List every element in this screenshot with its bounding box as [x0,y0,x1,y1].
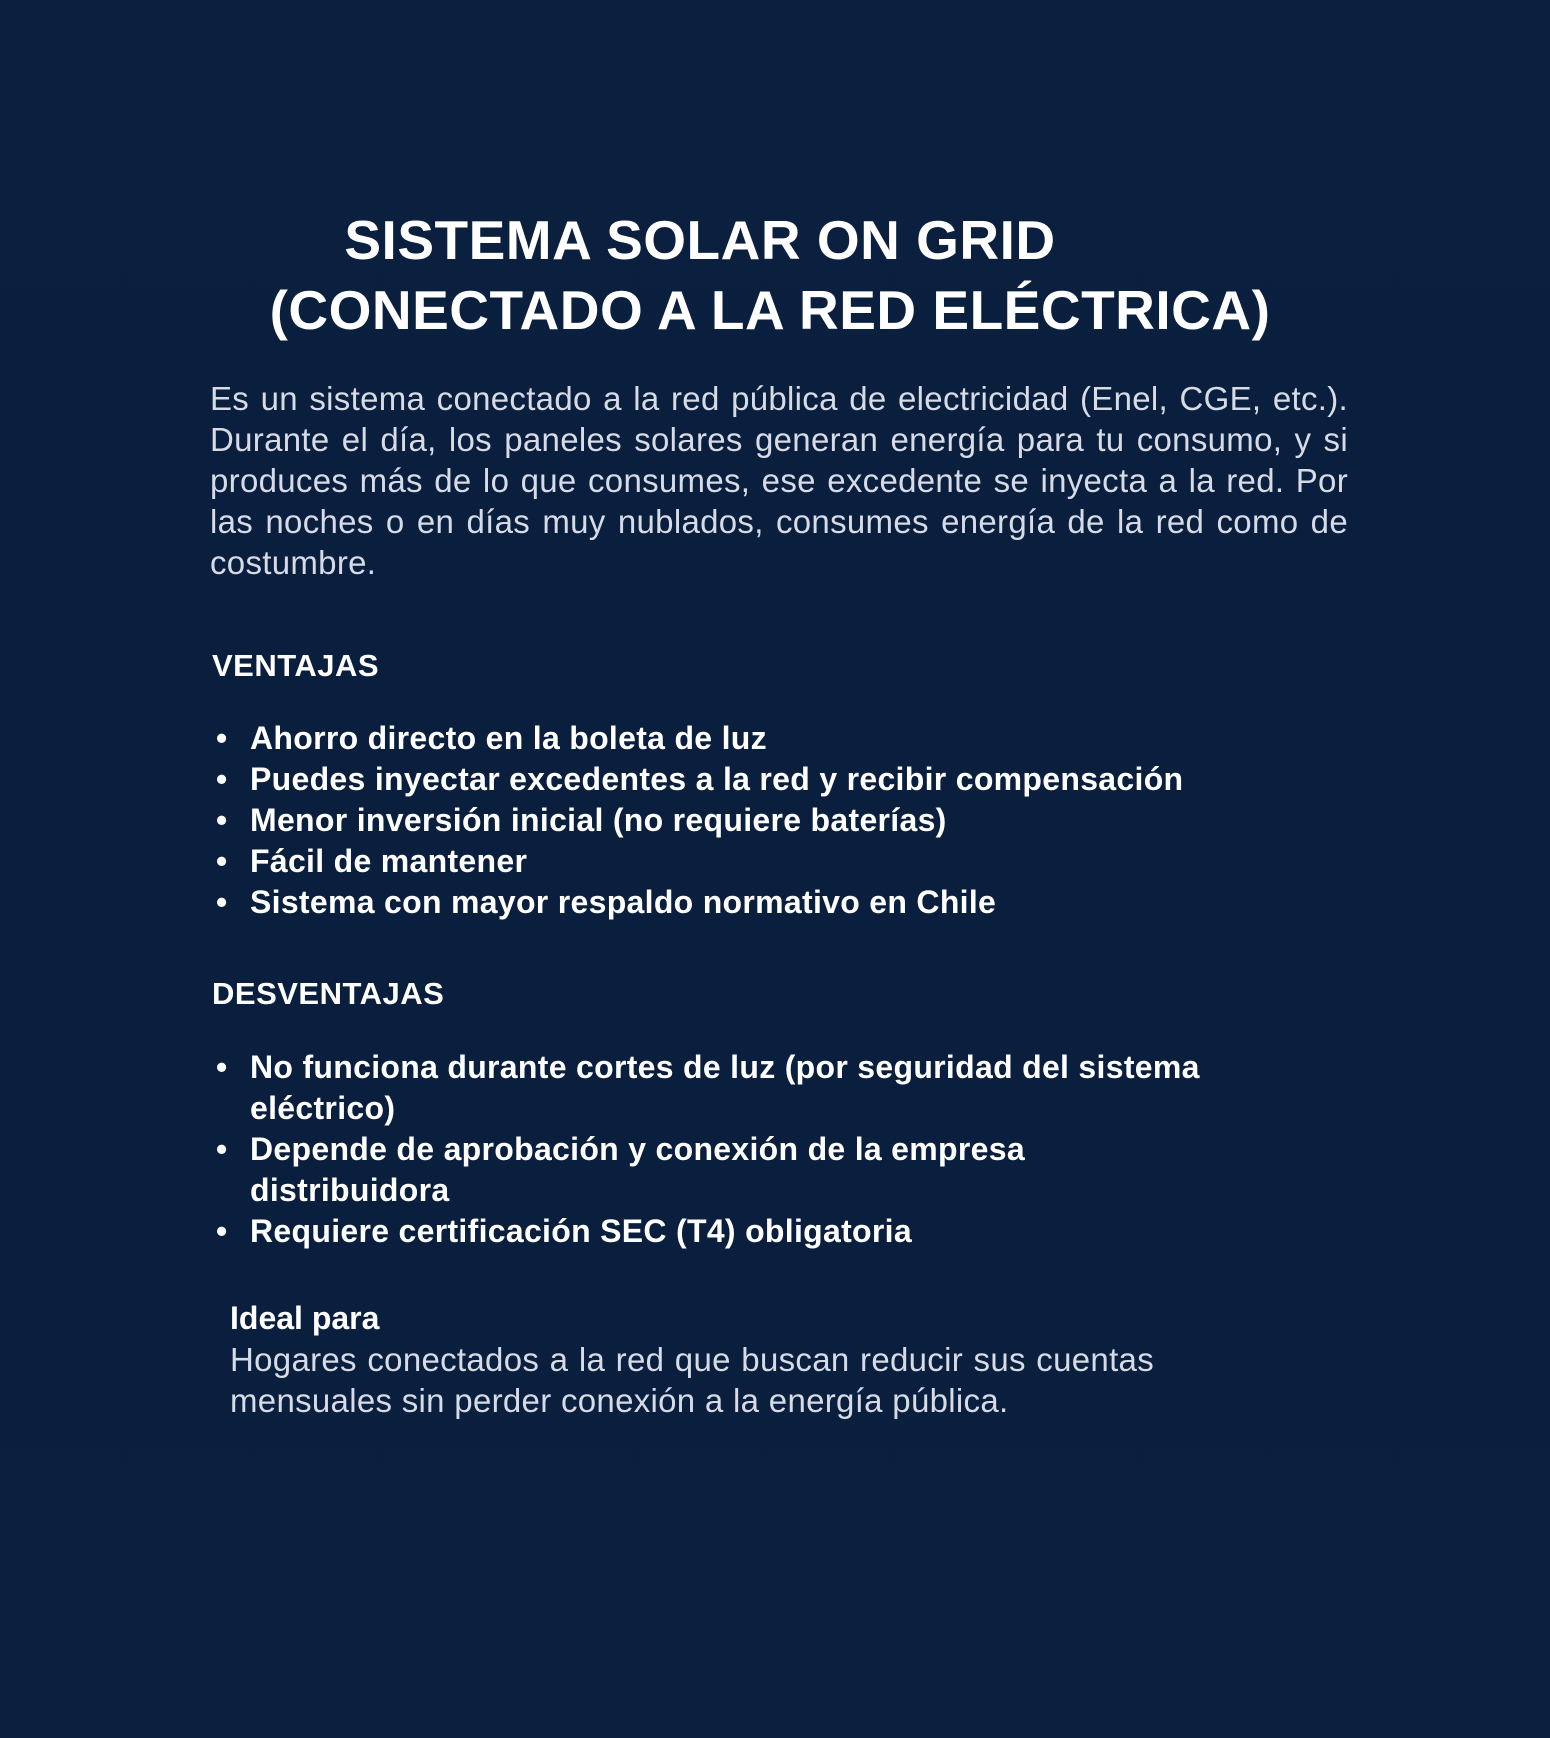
page-title [190,205,1350,345]
desventajas-heading: DESVENTAJAS [212,976,445,1011]
list-item: • No funciona durante cortes de luz (por seguridad del sistema eléctrico) [212,1047,1212,1129]
ideal-section [230,1298,1154,1421]
title-line-2: (CONECTADO A LA RED ELÉCTRICA) [269,279,1271,341]
ventajas-list [212,718,1362,923]
list-item: • Requiere certificación SEC (T4) obligatoria [212,1211,1212,1252]
list-item: • Ahorro directo en la boleta de luz [212,718,1362,759]
intro-paragraph: Es un sistema conectado a la red pública de electricidad (Enel, CGE, etc.). Durante el día, los paneles solares generan energía para tu consumo, y si produces más de lo que consumes, ese excedente se inyecta a la red. Por las noches o en días muy nublados, consumes energía de la red como de costumbre. [210,380,1348,581]
desventajas-list [212,1047,1212,1252]
ideal-text: Hogares conectados a la red que buscan reducir sus cuentas mensuales sin perder conexión a la energía pública. [230,1341,1154,1419]
list-item: • Sistema con mayor respaldo normativo en Chile [212,882,1362,923]
ventajas-heading: VENTAJAS [212,648,380,683]
list-item: • Depende de aprobación y conexión de la empresa distribuidora [212,1129,1212,1211]
list-item: • Menor inversión inicial (no requiere baterías) [212,800,1362,841]
ideal-label: Ideal para [230,1300,380,1336]
title-line-1: SISTEMA SOLAR ON GRID [344,209,1056,271]
list-item: • Fácil de mantener [212,841,1362,882]
list-item: • Puedes inyectar excedentes a la red y recibir compensación [212,759,1362,800]
